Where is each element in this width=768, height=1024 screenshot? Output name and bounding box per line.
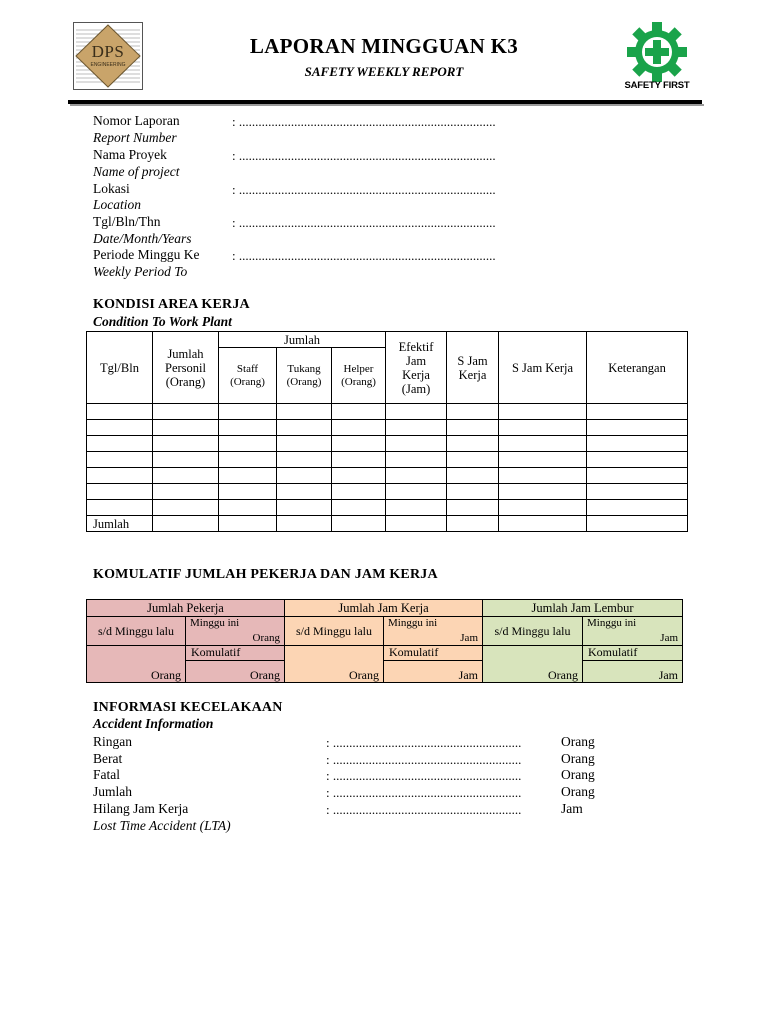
table-cell[interactable] xyxy=(332,516,386,532)
col-header-personnel: Jumlah Personil (Orang) xyxy=(153,332,219,404)
this-week-label: Minggu ini xyxy=(388,617,438,629)
accident-input-line[interactable]: : .......................................................... xyxy=(326,752,522,767)
this-week-cell[interactable] xyxy=(186,617,285,646)
table-cell[interactable] xyxy=(386,516,447,532)
group-header-overtime: Jumlah Jam Lembur xyxy=(483,600,683,617)
section-title: INFORMASI KECELAKAAN xyxy=(93,700,283,715)
unit-label: Jam xyxy=(658,668,679,682)
table-cell[interactable] xyxy=(219,452,277,468)
table-cell[interactable] xyxy=(447,484,499,500)
field-input-line[interactable]: : ............................................................................... xyxy=(232,148,496,163)
table-cell[interactable] xyxy=(499,436,587,452)
safety-first-logo xyxy=(624,22,690,94)
accident-input-line[interactable]: : .......................................................... xyxy=(326,735,522,750)
prev-week-label: s/d Minggu lalu xyxy=(285,617,384,646)
table-cell[interactable] xyxy=(153,516,219,532)
table-cell[interactable] xyxy=(587,452,688,468)
table-row xyxy=(87,452,688,468)
table-cell[interactable] xyxy=(277,516,332,532)
cumulative-value-cell[interactable] xyxy=(384,661,483,683)
table-cell[interactable] xyxy=(499,468,587,484)
prev-week-value-cell[interactable] xyxy=(483,646,583,683)
unit-label: Jam xyxy=(660,632,679,644)
unit-label: Orang xyxy=(151,668,181,682)
field-label: Nama Proyek xyxy=(93,147,167,162)
table-cell[interactable] xyxy=(332,436,386,452)
table-cell[interactable] xyxy=(219,420,277,436)
table-cell[interactable] xyxy=(587,500,688,516)
table-cell[interactable] xyxy=(277,468,332,484)
table-cell[interactable] xyxy=(219,468,277,484)
table-row xyxy=(87,500,688,516)
this-week-label: Minggu ini xyxy=(587,617,637,629)
table-cell[interactable] xyxy=(87,468,153,484)
table-row xyxy=(87,436,688,452)
field-label-en: Name of project xyxy=(93,164,180,179)
table-cell[interactable] xyxy=(277,404,332,420)
group-header-work-hours: Jumlah Jam Kerja xyxy=(285,600,483,617)
table-cell[interactable] xyxy=(499,452,587,468)
table-cell[interactable] xyxy=(499,500,587,516)
table-row xyxy=(87,484,688,500)
table-cell[interactable] xyxy=(153,500,219,516)
unit-label: Orang xyxy=(252,632,280,644)
table-cell[interactable] xyxy=(87,436,153,452)
this-week-cell[interactable] xyxy=(583,617,683,646)
table-cell[interactable] xyxy=(277,436,332,452)
lta-label: Lost Time Accident (LTA) xyxy=(93,818,231,833)
accident-input-line[interactable]: : .......................................................... xyxy=(326,785,522,800)
accident-input-line[interactable]: : .......................................................... xyxy=(326,802,522,817)
section-subtitle: Accident Information xyxy=(93,716,214,731)
table-cell[interactable] xyxy=(153,420,219,436)
table-cell[interactable] xyxy=(386,500,447,516)
table-cell[interactable] xyxy=(277,500,332,516)
field-label: Periode Minggu Ke xyxy=(93,247,200,262)
table-row xyxy=(87,404,688,420)
table-cell[interactable] xyxy=(153,468,219,484)
field-input-line[interactable]: : ............................................................................... xyxy=(232,182,496,197)
prev-week-label: s/d Minggu lalu xyxy=(87,617,186,646)
prev-week-value-cell[interactable] xyxy=(87,646,186,683)
col-header-tukang: Tukang (Orang) xyxy=(277,348,332,404)
unit-label: Orang xyxy=(548,668,579,682)
table-cell[interactable] xyxy=(87,420,153,436)
col-header-jumlah: Jumlah xyxy=(219,332,386,348)
col-header-efektif: Efektif Jam Kerja (Jam) xyxy=(386,332,447,404)
table-cell[interactable] xyxy=(386,420,447,436)
table-cell[interactable] xyxy=(219,404,277,420)
table-cell[interactable] xyxy=(386,404,447,420)
table-cell[interactable] xyxy=(447,500,499,516)
unit-label: Orang xyxy=(349,668,379,682)
field-label-en: Weekly Period To xyxy=(93,264,188,279)
field-label-en: Report Number xyxy=(93,130,177,145)
accident-unit: Orang xyxy=(561,751,595,766)
this-week-cell[interactable] xyxy=(384,617,483,646)
field-input-line[interactable]: : ............................................................................... xyxy=(232,248,496,263)
table-cell[interactable] xyxy=(153,436,219,452)
table-cell[interactable] xyxy=(447,516,499,532)
prev-week-value-cell[interactable] xyxy=(285,646,384,683)
safety-first-text: SAFETY FIRST xyxy=(624,80,690,91)
total-label: Jumlah xyxy=(87,516,153,532)
unit-label: Orang xyxy=(250,668,280,682)
logo-text: DPS xyxy=(91,42,125,61)
table-cell[interactable] xyxy=(499,484,587,500)
table-cell[interactable] xyxy=(153,404,219,420)
cumulative-label: Komulatif xyxy=(186,646,285,661)
table-cell[interactable] xyxy=(219,500,277,516)
col-header-staff: Staff (Orang) xyxy=(219,348,277,404)
col-header-date: Tgl/Bln xyxy=(87,332,153,404)
table-cell[interactable] xyxy=(447,420,499,436)
col-header-s-jam-kerja: S Jam Kerja xyxy=(499,332,587,404)
table-cell[interactable] xyxy=(447,404,499,420)
field-label: Lokasi xyxy=(93,181,130,196)
cumulative-table xyxy=(86,599,683,683)
table-cell[interactable] xyxy=(153,484,219,500)
section-title: KOMULATIF JUMLAH PEKERJA DAN JAM KERJA xyxy=(93,567,438,582)
prev-week-label: s/d Minggu lalu xyxy=(483,617,583,646)
logo-subtext: ENGINEERING xyxy=(90,62,126,68)
cumulative-value-cell[interactable] xyxy=(583,661,683,683)
table-cell[interactable] xyxy=(499,516,587,532)
col-header-s-jam: S Jam Kerja xyxy=(447,332,499,404)
header-rule-shadow xyxy=(70,104,704,106)
report-subtitle: SAFETY WEEKLY REPORT xyxy=(304,64,464,79)
accident-label: Hilang Jam Kerja xyxy=(93,801,189,816)
table-cell[interactable] xyxy=(87,404,153,420)
section-subtitle: Condition To Work Plant xyxy=(93,314,232,329)
table-cell[interactable] xyxy=(332,484,386,500)
company-logo xyxy=(73,22,143,90)
cumulative-label: Komulatif xyxy=(384,646,483,661)
accident-unit: Orang xyxy=(561,767,595,782)
table-cell[interactable] xyxy=(386,436,447,452)
table-row xyxy=(87,468,688,484)
accident-unit: Orang xyxy=(561,784,595,799)
header-rule xyxy=(68,100,702,104)
work-area-table xyxy=(86,331,688,532)
table-cell[interactable] xyxy=(87,500,153,516)
col-header-helper: Helper (Orang) xyxy=(332,348,386,404)
table-cell[interactable] xyxy=(87,452,153,468)
accident-unit: Jam xyxy=(561,801,583,816)
table-cell[interactable] xyxy=(219,436,277,452)
accident-label: Ringan xyxy=(93,734,132,749)
table-cell[interactable] xyxy=(447,468,499,484)
accident-label: Jumlah xyxy=(93,784,132,799)
col-header-keterangan: Keterangan xyxy=(587,332,688,404)
accident-unit: Orang xyxy=(561,734,595,749)
table-cell[interactable] xyxy=(332,404,386,420)
table-cell[interactable] xyxy=(447,436,499,452)
accident-input-line[interactable]: : .......................................................... xyxy=(326,768,522,783)
table-cell[interactable] xyxy=(386,468,447,484)
table-cell[interactable] xyxy=(587,420,688,436)
cumulative-label: Komulatif xyxy=(583,646,683,661)
table-cell[interactable] xyxy=(499,404,587,420)
table-cell[interactable] xyxy=(277,420,332,436)
table-cell[interactable] xyxy=(332,468,386,484)
field-label: Nomor Laporan xyxy=(93,113,180,128)
unit-label: Jam xyxy=(458,668,479,682)
table-cell[interactable] xyxy=(277,452,332,468)
table-cell[interactable] xyxy=(447,452,499,468)
accident-label: Berat xyxy=(93,751,123,766)
table-cell[interactable] xyxy=(587,468,688,484)
table-cell[interactable] xyxy=(587,436,688,452)
table-cell[interactable] xyxy=(386,452,447,468)
table-cell[interactable] xyxy=(332,420,386,436)
section-title: KONDISI AREA KERJA xyxy=(93,297,250,312)
table-cell[interactable] xyxy=(219,516,277,532)
field-label-en: Date/Month/Years xyxy=(93,231,192,246)
field-label-en: Location xyxy=(93,197,142,212)
unit-label: Jam xyxy=(460,632,479,644)
table-cell[interactable] xyxy=(277,484,332,500)
table-cell[interactable] xyxy=(153,452,219,468)
field-label: Tgl/Bln/Thn xyxy=(93,214,161,229)
table-cell[interactable] xyxy=(587,404,688,420)
table-cell[interactable] xyxy=(386,484,447,500)
table-cell[interactable] xyxy=(499,420,587,436)
table-cell[interactable] xyxy=(87,484,153,500)
table-cell[interactable] xyxy=(587,516,688,532)
group-header-workers: Jumlah Pekerja xyxy=(87,600,285,617)
table-cell[interactable] xyxy=(219,484,277,500)
report-title: LAPORAN MINGGUAN K3 xyxy=(249,34,519,58)
cumulative-value-cell[interactable] xyxy=(186,661,285,683)
table-row xyxy=(87,420,688,436)
table-cell[interactable] xyxy=(332,500,386,516)
table-total-row xyxy=(87,516,688,532)
table-cell[interactable] xyxy=(332,452,386,468)
accident-label: Fatal xyxy=(93,767,120,782)
table-cell[interactable] xyxy=(587,484,688,500)
field-input-line[interactable]: : ............................................................................... xyxy=(232,215,496,230)
this-week-label: Minggu ini xyxy=(190,617,240,629)
field-input-line[interactable]: : ............................................................................... xyxy=(232,114,496,129)
